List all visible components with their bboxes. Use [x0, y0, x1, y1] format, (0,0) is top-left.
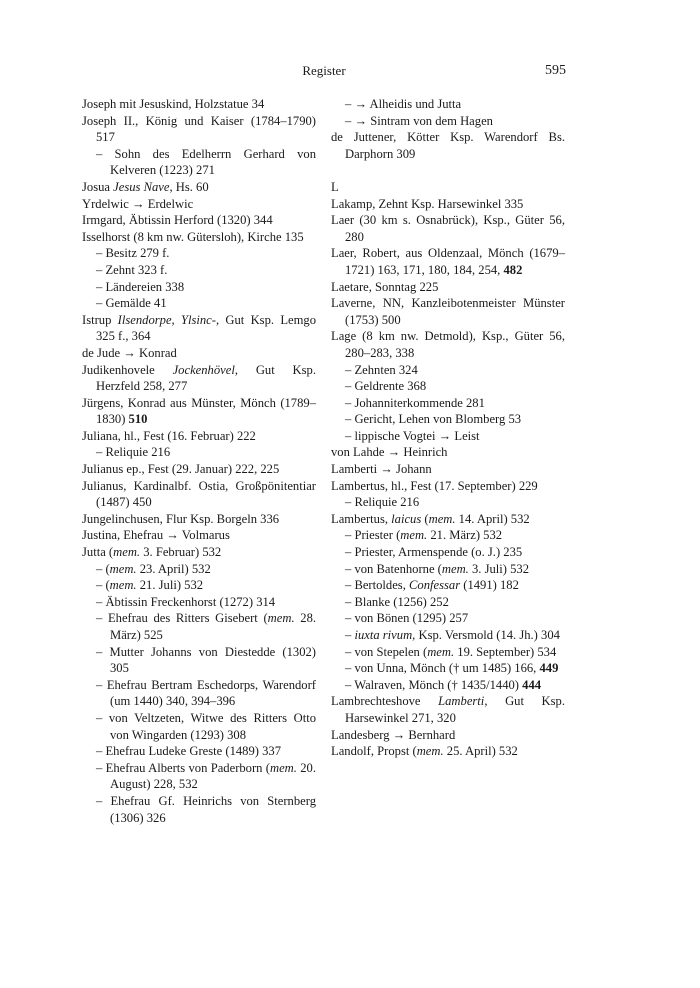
- entry-text: –: [345, 628, 355, 642]
- entry-text: 3. Februar) 532: [140, 545, 222, 560]
- entry-text: – → Alheidis und Jutta: [345, 97, 462, 111]
- entry-text: – Priester, Armenspende (o. J.) 235: [345, 545, 523, 560]
- index-subentry: [331, 378, 565, 395]
- entry-text: Jungelinchusen, Flur Ksp. Borgeln 336: [82, 511, 280, 526]
- entry-text: , Ksp. Versmold (14. Jh.) 304: [412, 628, 560, 642]
- index-subentry: [331, 627, 565, 644]
- entry-text: , Gut Ksp. Harsewinkel 271, 320: [345, 694, 565, 725]
- index-subentry: [331, 677, 565, 694]
- italic-text: mem.: [400, 528, 428, 543]
- entry-text: – Reliquie 216: [96, 445, 171, 460]
- entry-text: Lambrechteshove: [331, 694, 439, 709]
- entry-text: Yrdelwic → Erdelwic: [82, 196, 194, 211]
- entry-text: Landesberg → Bernhard: [331, 727, 456, 742]
- index-entry: [331, 328, 565, 361]
- index-column-left: [82, 96, 316, 826]
- entry-text: Lakamp, Zehnt Ksp. Harsewinkel 335: [331, 196, 524, 211]
- italic-text: mem.: [416, 744, 444, 759]
- index-entry: [82, 179, 316, 196]
- entry-text: Julianus, Kardinalbf. Ostia, Großpönitentiar (1487) 450: [82, 478, 316, 510]
- entry-text: ,: [171, 312, 181, 327]
- entry-text: – Walraven, Mönch († 1435/1440): [345, 677, 523, 692]
- index-entry: [331, 279, 565, 296]
- index-subentry: [331, 96, 565, 113]
- index-entry: [82, 428, 316, 445]
- index-entry: [331, 511, 565, 528]
- index-entry: [82, 212, 316, 229]
- italic-text: iuxta rivum: [354, 628, 413, 642]
- entry-text: Istrup: [82, 312, 118, 327]
- italic-text: Lamberti: [438, 694, 485, 709]
- entry-text: von Lahde → Heinrich: [331, 445, 448, 460]
- index-subentry: [331, 610, 565, 627]
- index-subentry: [331, 362, 565, 379]
- entry-text: 14. April) 532: [455, 511, 530, 526]
- italic-text: mem.: [428, 511, 456, 526]
- entry-text: – Ehefrau des Ritters Gisebert (: [96, 611, 268, 626]
- index-entry: [331, 444, 565, 461]
- index-subentry: [331, 428, 565, 445]
- entry-text: 21. März) 532: [427, 528, 503, 543]
- entry-text: – von Bönen (1295) 257: [345, 611, 469, 626]
- italic-text: Ylsinc-: [180, 312, 216, 327]
- running-title: Register: [302, 63, 346, 78]
- bold-page-ref: 449: [539, 661, 559, 676]
- index-entry: [82, 113, 316, 146]
- italic-text: Jockenhövel: [172, 362, 235, 377]
- entry-text: Laer (30 km s. Osnabrück), Ksp., Güter 56, 280: [331, 213, 565, 244]
- entry-text: 20. August) 228, 532: [110, 760, 317, 792]
- entry-text: – Bertoldes,: [345, 578, 410, 593]
- entry-text: – Johanniterkommende 281: [345, 395, 485, 410]
- entry-text: – von Batenhorne (: [345, 561, 442, 576]
- bold-page-ref: 482: [503, 262, 523, 277]
- entry-text: 19. September) 534: [454, 644, 557, 659]
- entry-text: – von Veltzeten, Witwe des Ritters Otto von Wingarden (1293) 308: [96, 710, 316, 742]
- index-subentry: [331, 494, 565, 511]
- index-subentry: [82, 677, 316, 710]
- index-subentry: [82, 610, 316, 643]
- entry-text: de Jude → Konrad: [82, 345, 177, 360]
- index-subentry: [82, 561, 316, 578]
- index-subentry: [82, 146, 316, 179]
- index-subentry: [331, 644, 565, 661]
- entry-text: – Mutter Johanns von Diestedde (1302) 305: [96, 644, 316, 676]
- entry-text: Laverne, NN, Kanzleibotenmeister Münster (1753) 500: [331, 296, 565, 327]
- index-subentry: [82, 743, 316, 760]
- page-number: 595: [545, 63, 566, 78]
- index-entry: [82, 312, 316, 345]
- index-entry: [82, 362, 316, 395]
- entry-text: Joseph mit Jesuskind, Holzstatue 34: [82, 97, 265, 111]
- entry-text: 21. Juli) 532: [136, 578, 204, 593]
- index-subentry: [331, 594, 565, 611]
- index-entry: [331, 461, 565, 478]
- index-subentry: [82, 295, 316, 312]
- italic-text: Jesus Nave: [113, 179, 170, 194]
- entry-text: Justina, Ehefrau → Volmarus: [82, 528, 230, 543]
- italic-text: mem.: [441, 561, 469, 576]
- index-subentry: [82, 245, 316, 262]
- italic-text: laicus: [391, 511, 422, 526]
- entry-text: – Ländereien 338: [96, 279, 185, 294]
- index-entry: [82, 96, 316, 113]
- index-subentry: [82, 444, 316, 461]
- entry-text: 23. April) 532: [136, 561, 211, 576]
- index-entry: [82, 511, 316, 528]
- italic-text: Confessar: [409, 578, 461, 593]
- index-column-right: [331, 96, 565, 760]
- entry-text: – Priester (: [345, 528, 401, 543]
- index-subentry: [331, 527, 565, 544]
- entry-text: Julianus ep., Fest (29. Januar) 222, 225: [82, 462, 280, 477]
- entry-text: Jürgens, Konrad aus Münster, Mönch (1789–1830): [82, 395, 316, 427]
- index-subentry: [82, 760, 316, 793]
- index-entry: [331, 693, 565, 726]
- entry-text: – Ehefrau Bertram Eschedorps, Warendorf (um 1440) 340, 394–396: [96, 677, 316, 709]
- entry-text: (1491) 182: [460, 578, 519, 593]
- entry-text: – von Unna, Mönch († um 1485) 166,: [345, 661, 540, 676]
- entry-text: Lage (8 km nw. Detmold), Ksp., Güter 56, 280–283, 338: [331, 329, 565, 360]
- index-subentry: [331, 660, 565, 677]
- bold-page-ref: 444: [522, 677, 542, 692]
- entry-text: – (: [96, 561, 110, 576]
- entry-text: Judikenhovele: [82, 362, 173, 377]
- entry-text: Juliana, hl., Fest (16. Februar) 222: [82, 428, 256, 443]
- index-subentry: [331, 411, 565, 428]
- entry-text: – Gericht, Lehen von Blomberg 53: [345, 412, 522, 427]
- entry-text: Isselhorst (8 km nw. Gütersloh), Kirche 135: [82, 229, 304, 244]
- index-entry: [82, 527, 316, 544]
- italic-text: mem.: [270, 760, 297, 775]
- index-subentry: [331, 577, 565, 594]
- entry-text: 25. April) 532: [443, 744, 518, 759]
- entry-text: L: [331, 179, 339, 194]
- entry-text: – Äbtissin Freckenhorst (1272) 314: [96, 594, 276, 609]
- entry-text: , Gut Ksp. Lemgo 325 f., 364: [96, 312, 316, 344]
- running-head: [82, 63, 566, 81]
- index-subentry: [331, 113, 565, 130]
- entry-text: – Blanke (1256) 252: [345, 594, 449, 609]
- entry-text: Laetare, Sonntag 225: [331, 279, 439, 294]
- entry-text: – Ehefrau Ludeke Greste (1489) 337: [96, 744, 281, 759]
- entry-text: – Ehefrau Alberts von Paderborn (: [96, 760, 270, 775]
- entry-text: Lambertus, hl., Fest (17. September) 229: [331, 478, 538, 493]
- entry-text: – von Stepelen (: [345, 644, 428, 659]
- index-entry: [331, 245, 565, 278]
- index-entry: [82, 395, 316, 428]
- index-entry: [331, 196, 565, 213]
- section-letter: [331, 179, 565, 196]
- italic-text: mem.: [109, 578, 137, 593]
- entry-text: – Zehnten 324: [345, 362, 418, 377]
- entry-text: 3. Juli) 532: [468, 561, 529, 576]
- index-subentry: [82, 279, 316, 296]
- italic-text: Ilsendorpe: [117, 312, 172, 327]
- index-entry: [331, 727, 565, 744]
- index-subentry: [331, 561, 565, 578]
- index-subentry: [82, 577, 316, 594]
- entry-text: , Gut Ksp. Herzfeld 258, 277: [96, 362, 316, 394]
- index-subentry: [82, 262, 316, 279]
- italic-text: mem.: [267, 611, 295, 626]
- entry-text: – Geldrente 368: [345, 379, 427, 394]
- italic-text: mem.: [113, 545, 141, 560]
- index-subentry: [82, 793, 316, 826]
- entry-text: Laer, Robert, aus Oldenzaal, Mönch (1679–1721) 163, 171, 180, 184, 254,: [331, 246, 565, 277]
- index-subentry: [331, 395, 565, 412]
- entry-text: – Besitz 279 f.: [96, 246, 170, 261]
- entry-text: Jutta (: [82, 545, 114, 560]
- entry-text: , Hs. 60: [169, 179, 209, 194]
- entry-text: Landolf, Propst (: [331, 744, 417, 759]
- italic-text: mem.: [109, 561, 137, 576]
- entry-text: – Reliquie 216: [345, 495, 420, 510]
- index-entry: [331, 743, 565, 760]
- index-entry: [82, 345, 316, 362]
- index-entry: [331, 478, 565, 495]
- entry-text: Lambertus,: [331, 511, 392, 526]
- entry-text: Josua: [82, 179, 114, 194]
- entry-text: – Zehnt 323 f.: [96, 262, 168, 277]
- entry-text: – Ehefrau Gf. Heinrichs von Sternberg (1306) 326: [96, 793, 316, 825]
- index-subentry: [331, 544, 565, 561]
- entry-text: – → Sintram von dem Hagen: [345, 113, 493, 128]
- index-entry: [331, 129, 565, 162]
- index-subentry: [82, 594, 316, 611]
- italic-text: mem.: [427, 644, 455, 659]
- index-subentry: [82, 644, 316, 677]
- bold-page-ref: 510: [128, 412, 148, 427]
- entry-text: – Sohn des Edelherrn Gerhard von Kelveren (1223) 271: [96, 146, 316, 178]
- index-entry: [82, 196, 316, 213]
- index-subentry: [82, 710, 316, 743]
- entry-text: – lippische Vogtei → Leist: [345, 428, 480, 443]
- index-entry: [82, 229, 316, 246]
- index-entry: [331, 212, 565, 245]
- entry-text: 28. März) 525: [110, 611, 317, 642]
- entry-text: de Juttener, Kötter Ksp. Warendorf Bs. Darphorn 309: [331, 130, 565, 161]
- entry-text: – Gemälde 41: [96, 296, 167, 311]
- entry-text: Lamberti → Johann: [331, 462, 432, 477]
- entry-text: – (: [96, 578, 110, 593]
- index-entry: [82, 544, 316, 561]
- entry-text: Joseph II., König und Kaiser (1784–1790) 517: [82, 113, 316, 145]
- entry-text: (: [421, 511, 429, 526]
- index-entry: [82, 478, 316, 511]
- entry-text: Irmgard, Äbtissin Herford (1320) 344: [82, 213, 273, 228]
- index-entry: [82, 461, 316, 478]
- index-entry: [331, 295, 565, 328]
